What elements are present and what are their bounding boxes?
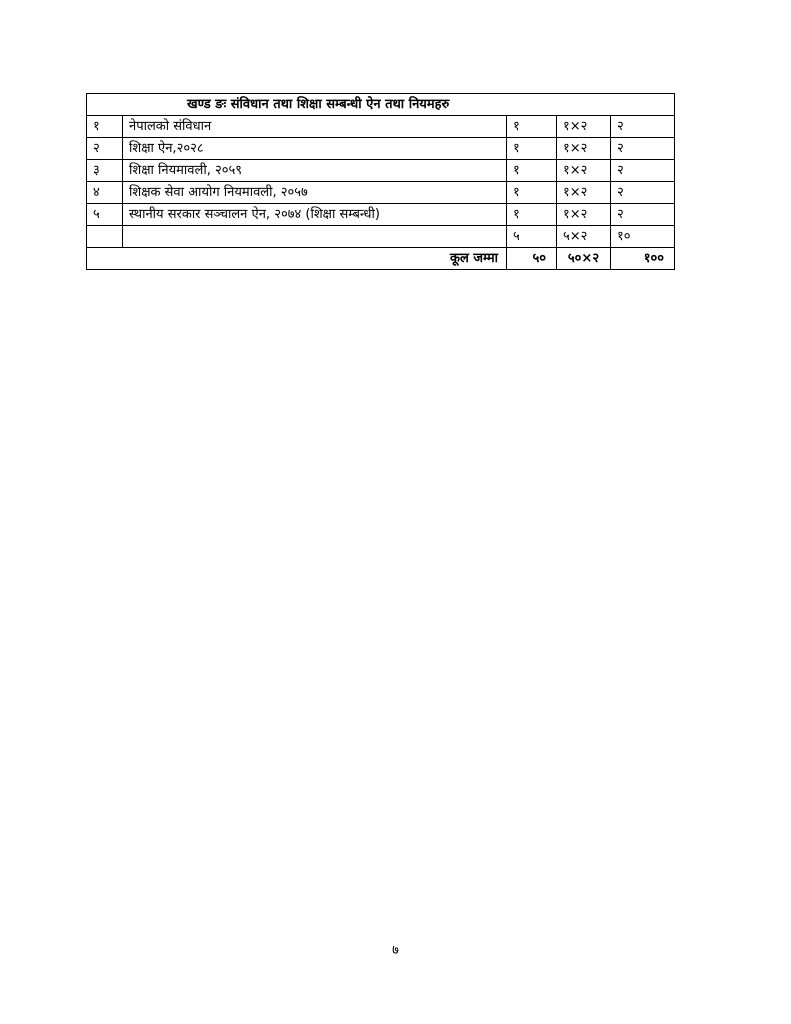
section-title: खण्ड ङः संविधान तथा शिक्षा सम्बन्धी ऐन तथा नियमहरु <box>87 94 675 116</box>
serial-number: ३ <box>87 160 123 182</box>
grand-total-questions: ५० <box>507 248 557 270</box>
topic-cell: शिक्षा नियमावली, २०५९ <box>123 160 507 182</box>
marks-cell: १×२ <box>557 138 611 160</box>
topic-cell: स्थानीय सरकार सञ्चालन ऐन, २०७४ (शिक्षा सम्बन्धी) <box>123 204 507 226</box>
table-row <box>87 160 675 182</box>
topic-cell: नेपालको संविधान <box>123 116 507 138</box>
marks-cell: १×२ <box>557 160 611 182</box>
total-cell: २ <box>611 138 675 160</box>
total-cell: २ <box>611 116 675 138</box>
subtotal-marks: ५×२ <box>557 226 611 248</box>
subtotal-questions: ५ <box>507 226 557 248</box>
section-header-row <box>87 94 675 116</box>
table-row <box>87 182 675 204</box>
total-cell: २ <box>611 204 675 226</box>
grand-total-total: १०० <box>611 248 675 270</box>
total-cell: २ <box>611 160 675 182</box>
topic-cell: शिक्षा ऐन,२०२८ <box>123 138 507 160</box>
page-number: ७ <box>392 943 399 958</box>
questions-cell: १ <box>507 182 557 204</box>
table-row <box>87 204 675 226</box>
questions-cell: १ <box>507 138 557 160</box>
table-row <box>87 116 675 138</box>
marks-cell: १×२ <box>557 182 611 204</box>
serial-number: ५ <box>87 204 123 226</box>
total-cell: २ <box>611 182 675 204</box>
table-row <box>87 138 675 160</box>
marks-cell: १×२ <box>557 116 611 138</box>
questions-cell: १ <box>507 204 557 226</box>
questions-cell: १ <box>507 160 557 182</box>
questions-cell: १ <box>507 116 557 138</box>
topic-cell: शिक्षक सेवा आयोग नियमावली, २०५७ <box>123 182 507 204</box>
marks-cell: १×२ <box>557 204 611 226</box>
empty-cell <box>123 226 507 248</box>
serial-number: १ <box>87 116 123 138</box>
grand-total-marks: ५०×२ <box>557 248 611 270</box>
serial-number: २ <box>87 138 123 160</box>
subtotal-row <box>87 226 675 248</box>
grand-total-row <box>87 248 675 270</box>
grand-total-label: कूल जम्मा <box>87 248 507 270</box>
serial-number: ४ <box>87 182 123 204</box>
empty-cell <box>87 226 123 248</box>
syllabus-table <box>86 93 675 270</box>
subtotal-total: १० <box>611 226 675 248</box>
